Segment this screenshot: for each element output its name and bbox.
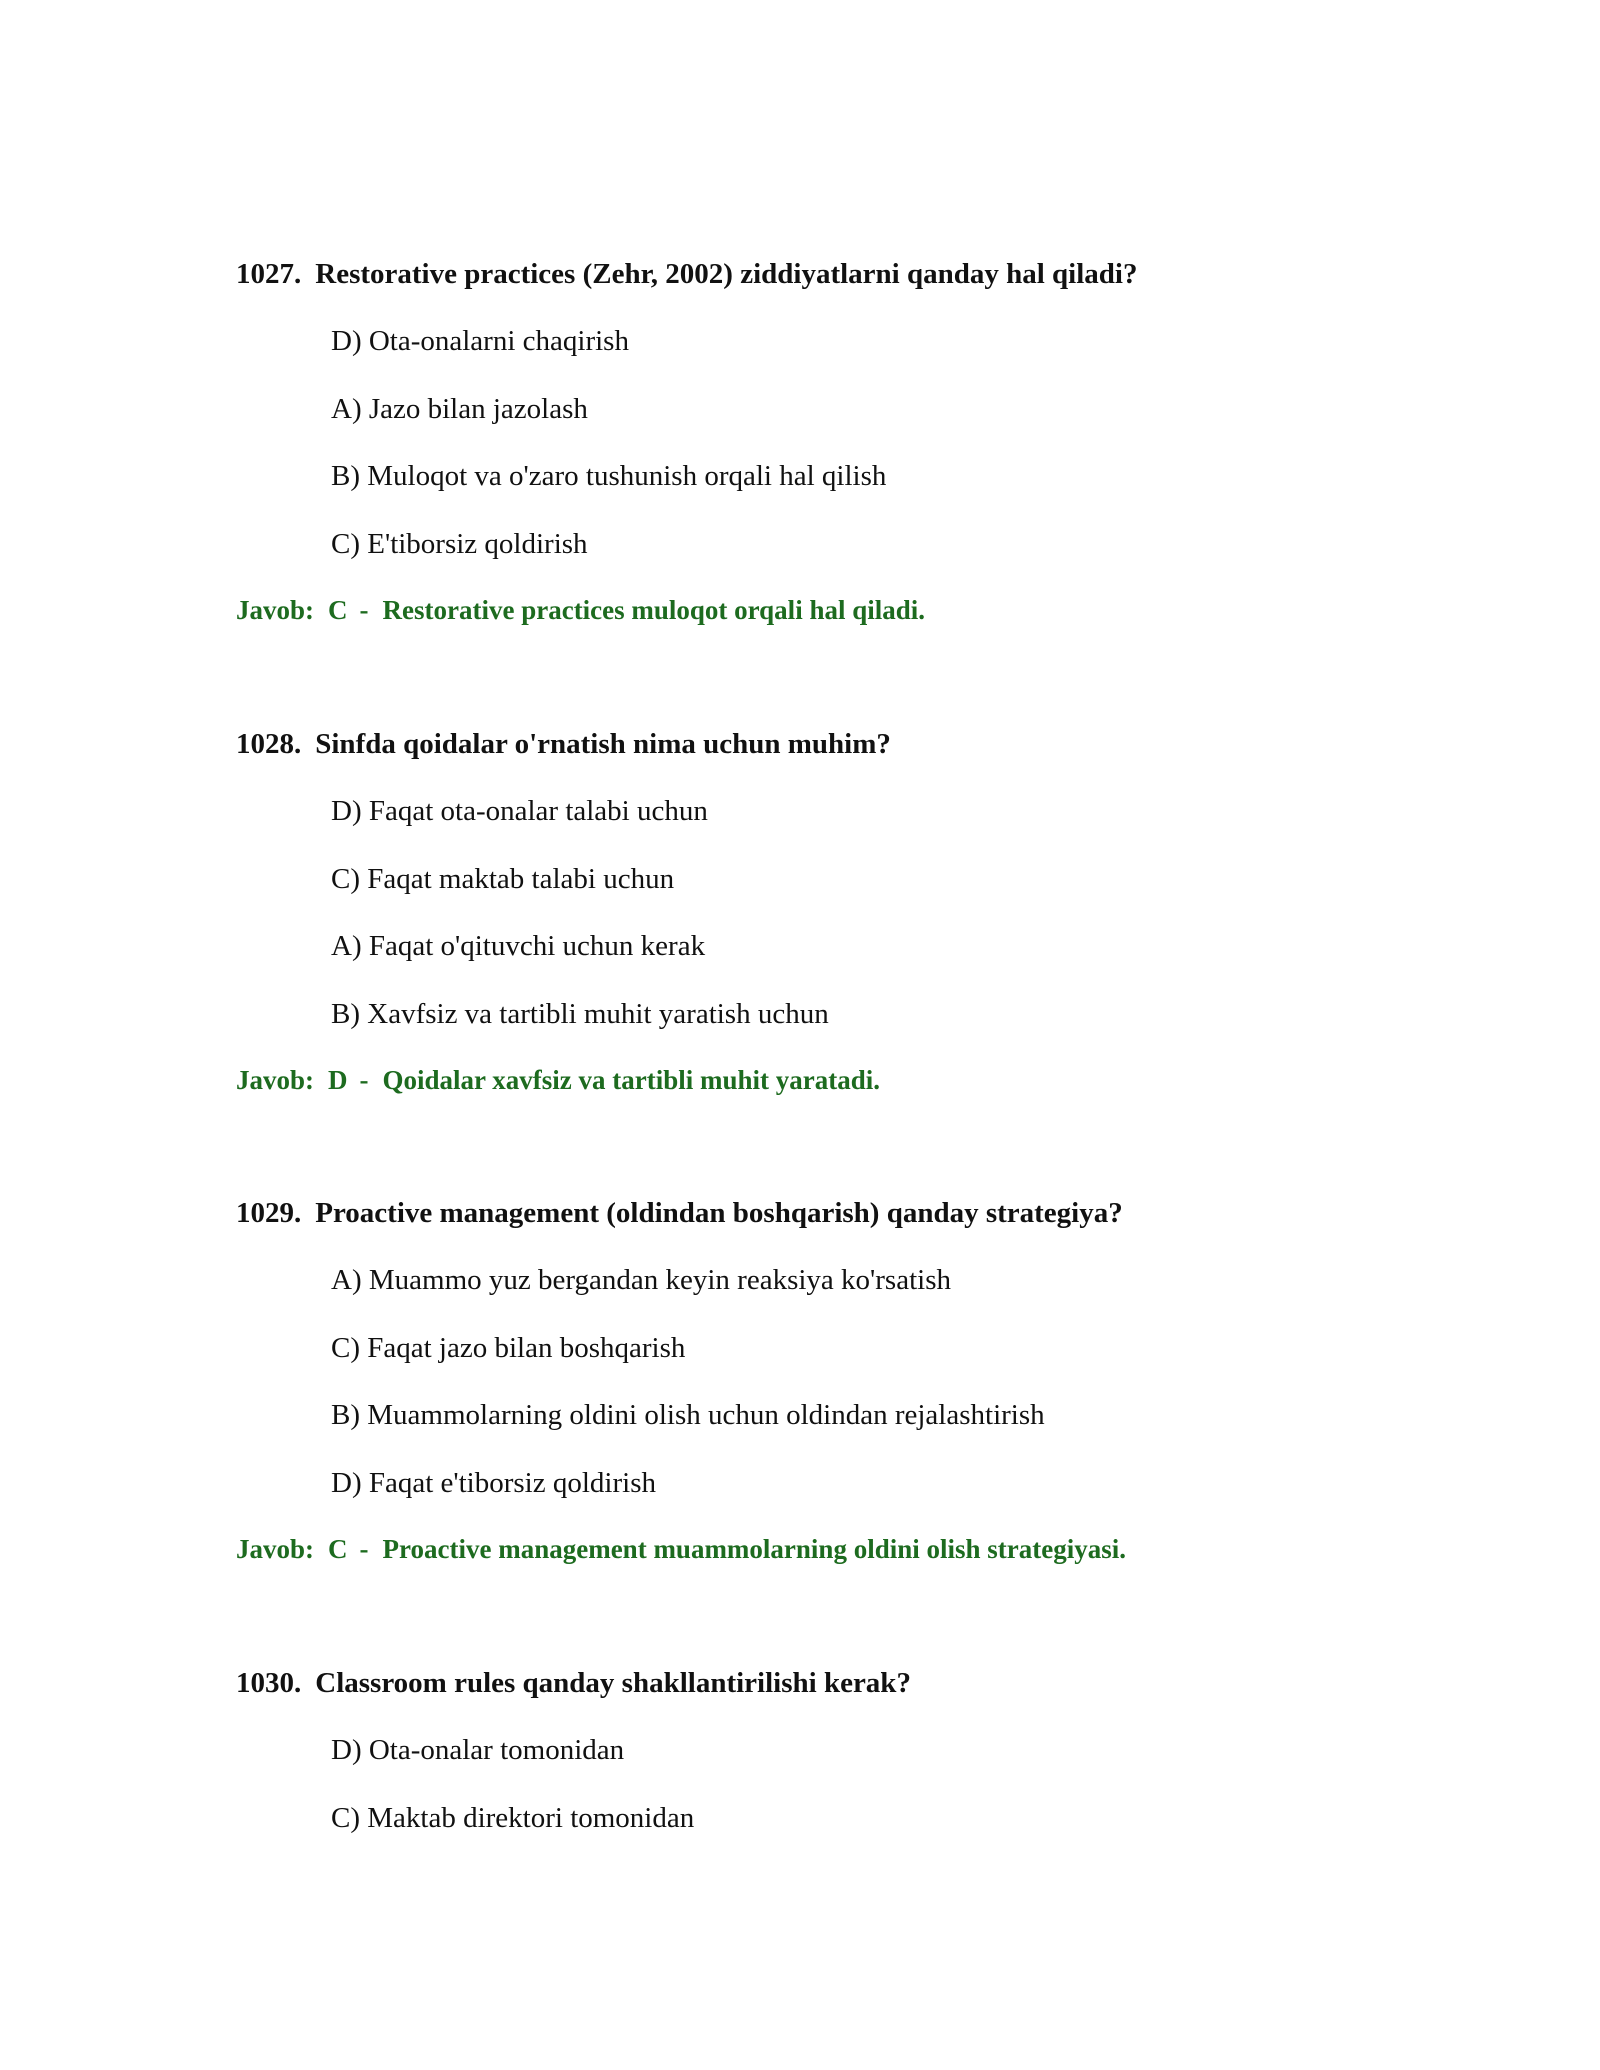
question-text: Restorative practices (Zehr, 2002) ziddiyatlarni qanday hal qiladi? (315, 258, 1138, 290)
answer-dash: - (359, 594, 369, 625)
answer-text: Restorative practices muloqot orqali hal qiladi. (382, 594, 925, 625)
question-heading (236, 1663, 1416, 1703)
option-item: D) Faqat e'tiborsiz qoldirish (331, 1466, 656, 1499)
answer-letter: C (328, 594, 348, 625)
question-text: Proactive management (oldindan boshqarish) qanday strategiya? (315, 1197, 1123, 1229)
answer-label: Javob: (236, 594, 315, 625)
question-block (236, 1193, 1416, 1569)
question-text: Classroom rules qanday shakllantirilishi kerak? (315, 1667, 911, 1699)
answer-line (236, 1529, 1416, 1569)
question-number: 1030. (236, 1667, 302, 1699)
options-list (236, 321, 1416, 564)
question-heading (236, 1193, 1416, 1233)
answer-line (236, 590, 1416, 630)
question-block (236, 724, 1416, 1100)
option-item: D) Ota-onalar tomonidan (331, 1734, 625, 1766)
option-item: B) Muloqot va o'zaro tushunish orqali hal qilish (331, 460, 887, 492)
option-item: D) Faqat ota-onalar talabi uchun (331, 795, 708, 827)
answer-text: Qoidalar xavfsiz va tartibli muhit yaratadi. (382, 1064, 881, 1095)
option-item: C) E'tiborsiz qoldirish (331, 527, 588, 560)
answer-line (236, 1060, 1416, 1100)
option-item: B) Xavfsiz va tartibli muhit yaratish uchun (331, 997, 829, 1030)
option-item: D) Ota-onalarni chaqirish (331, 325, 629, 357)
answer-letter: D (328, 1064, 348, 1095)
option-item: A) Jazo bilan jazolash (331, 392, 588, 425)
answer-dash: - (359, 1064, 369, 1095)
question-block (236, 254, 1416, 630)
option-item: C) Maktab direktori tomonidan (331, 1801, 695, 1834)
option-item: C) Faqat jazo bilan boshqarish (331, 1331, 686, 1364)
answer-label: Javob: (236, 1533, 315, 1564)
question-number: 1027. (236, 258, 302, 290)
question-block (236, 1663, 1416, 1838)
question-heading (236, 724, 1416, 764)
question-heading (236, 254, 1416, 294)
options-list (236, 1260, 1416, 1503)
question-number: 1028. (236, 728, 302, 760)
question-text: Sinfda qoidalar o'rnatish nima uchun muhim? (315, 728, 891, 760)
answer-label: Javob: (236, 1064, 315, 1095)
question-number: 1029. (236, 1197, 302, 1229)
options-list (236, 1730, 1416, 1838)
option-item: B) Muammolarning oldini olish uchun oldindan rejalashtirish (331, 1399, 1045, 1431)
answer-letter: C (328, 1533, 348, 1564)
option-item: A) Muammo yuz bergandan keyin reaksiya ko'rsatish (331, 1264, 951, 1296)
answer-text: Proactive management muammolarning oldini olish strategiyasi. (382, 1533, 1126, 1564)
option-item: C) Faqat maktab talabi uchun (331, 862, 675, 895)
answer-dash: - (359, 1533, 369, 1564)
options-list (236, 791, 1416, 1034)
option-item: A) Faqat o'qituvchi uchun kerak (331, 930, 706, 962)
